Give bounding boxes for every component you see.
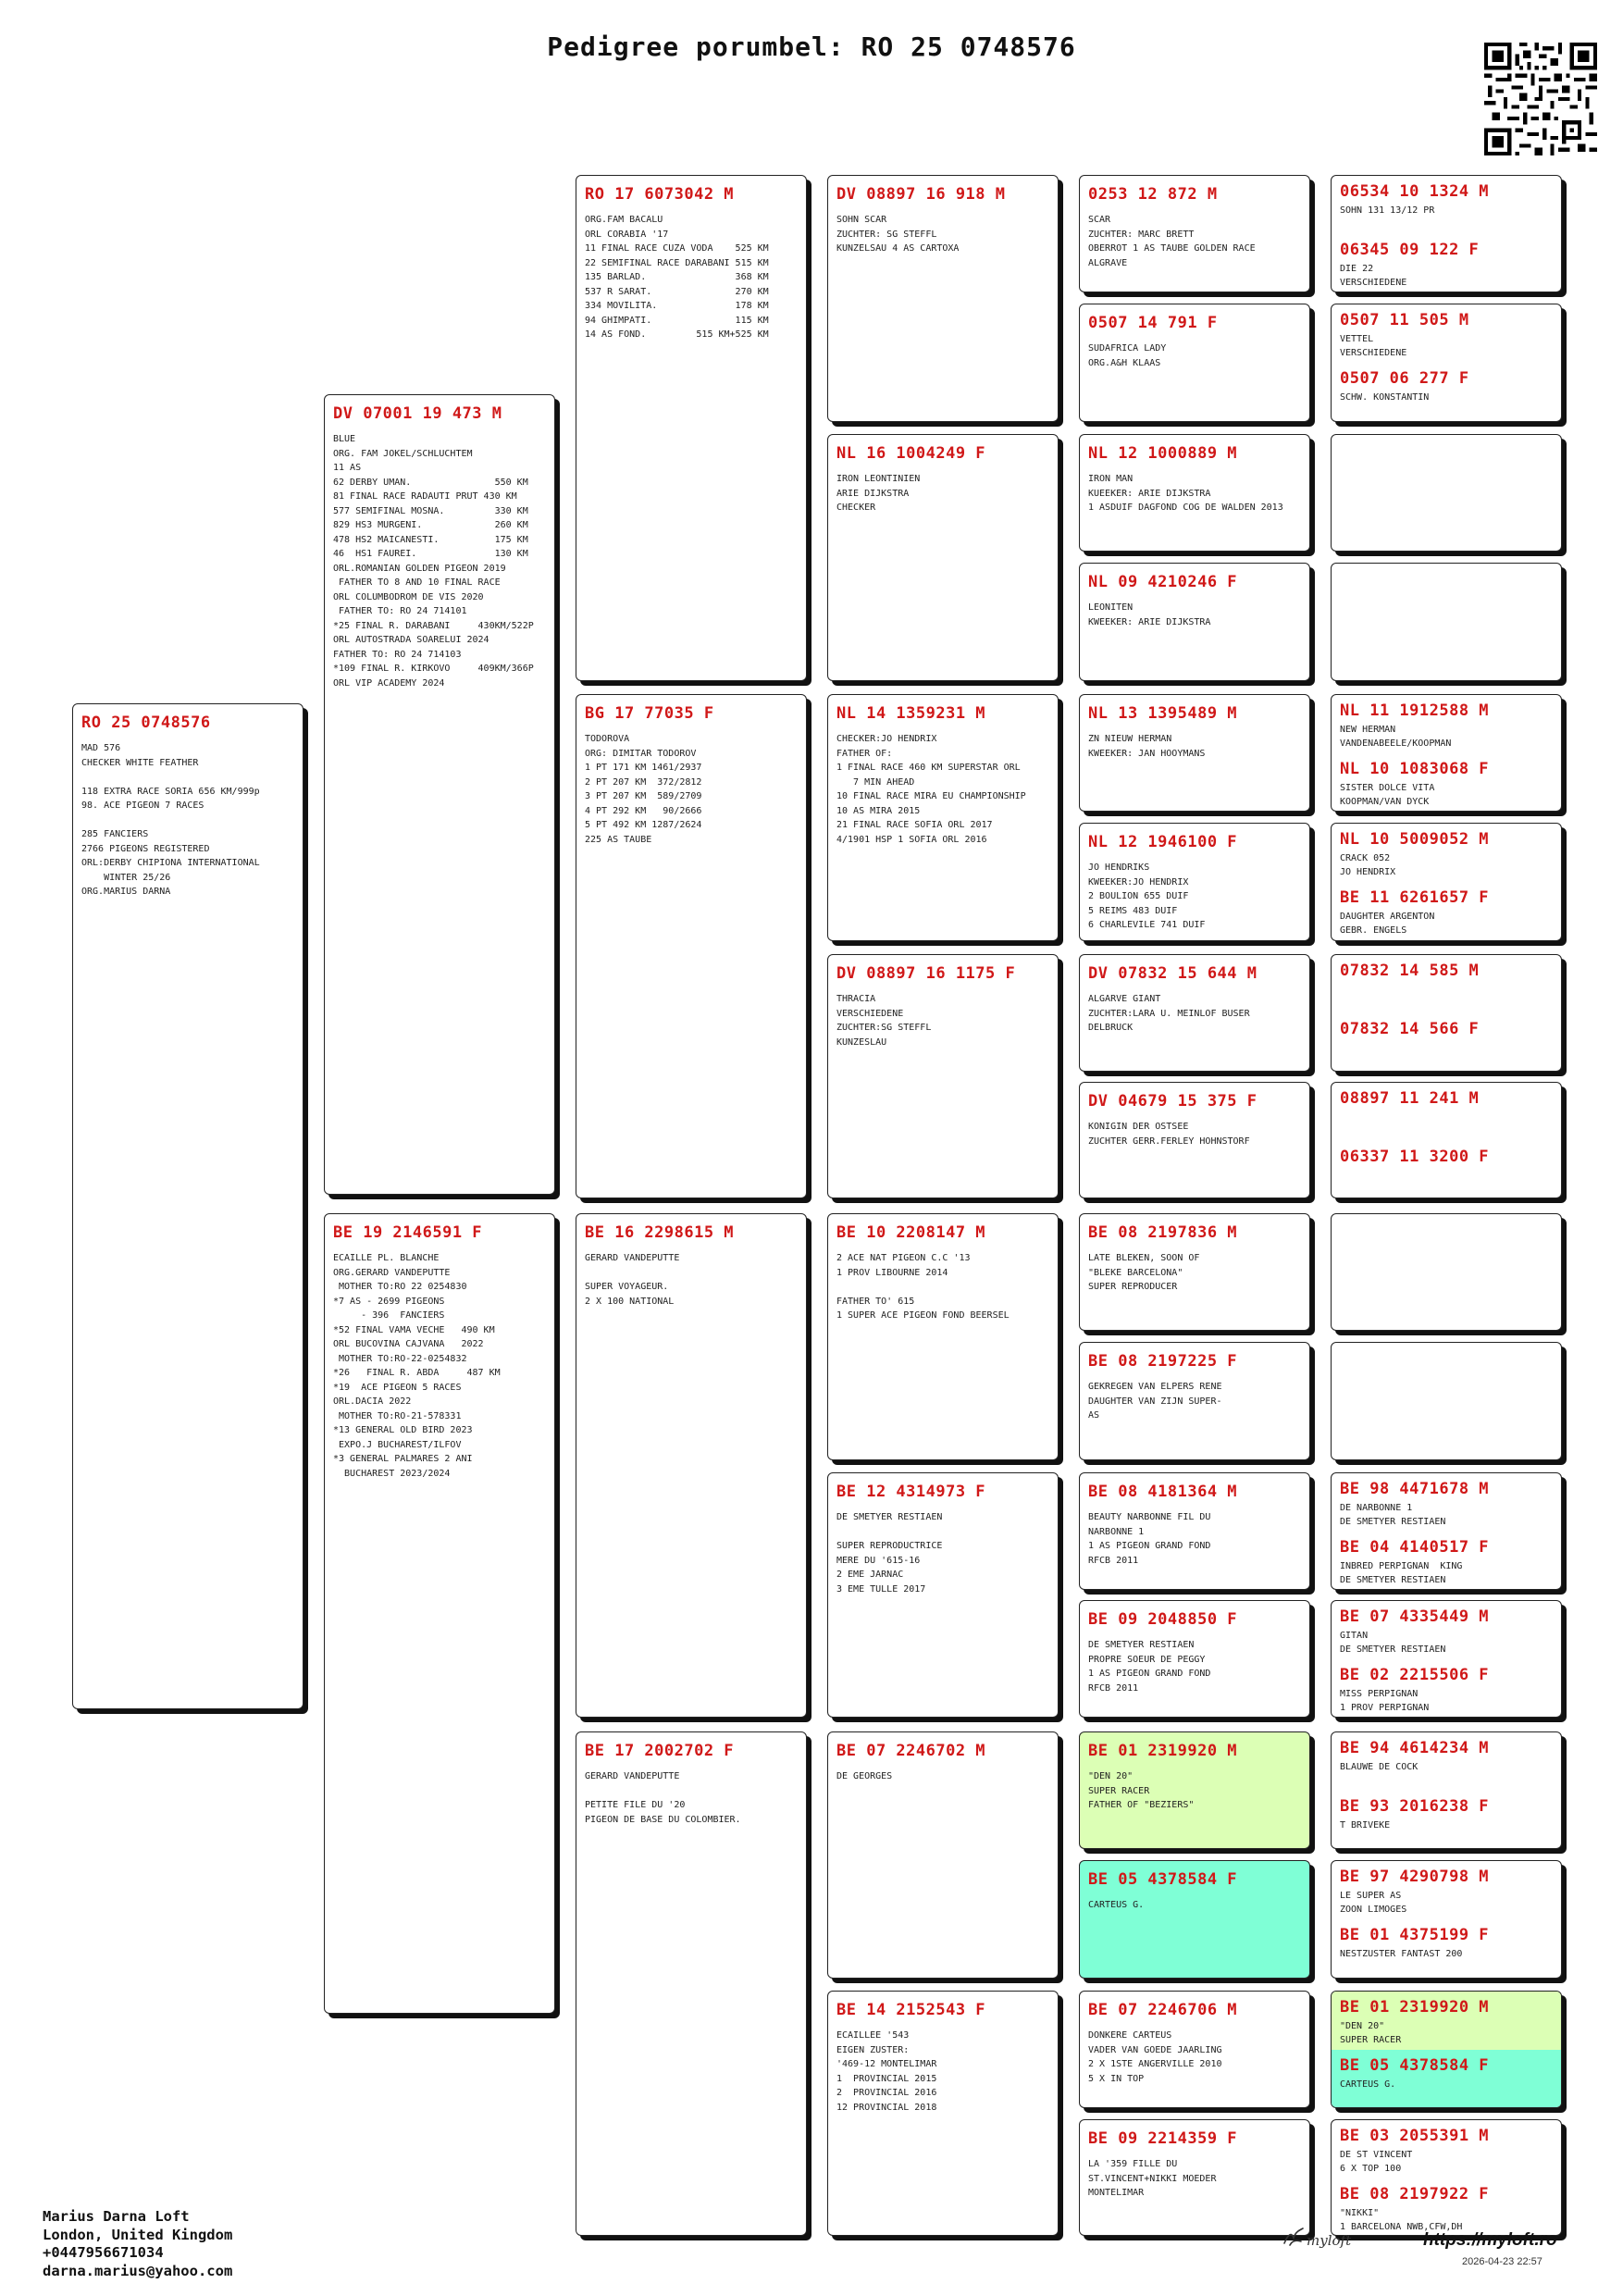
gen5-info: BLAUWE DE COCK [1340,1762,1419,1772]
grandparent-info: TODOROVA ORG: DIMITAR TODOROV 1 PT 171 KM 1461/2937 2 PT 207 KM 372/2812 3 PT 207 KM 589/2709 4 PT 292 KM 90/2666 5 PT 492 KM 1287/2624 225 AS TAUBE [585,734,702,845]
gen4-ring: NL 13 1395489 M [1088,704,1238,723]
sire-ring: DV 07001 19 473 M [333,404,502,423]
gen4-ring: BE 09 2048850 F [1088,1610,1238,1629]
gen5-ring: 0507 11 505 M [1340,311,1469,329]
great-grandparent-card[interactable] [827,175,1059,422]
gen4-card[interactable] [1079,1082,1310,1198]
gen5-info: SISTER DOLCE VITA KOOPMAN/VAN DYCK [1340,783,1435,807]
gen5-ring: 06345 09 122 F [1340,241,1480,259]
great-grandparent-info: IRON LEONTINIEN ARIE DIJKSTRA CHECKER [836,474,921,513]
gen4-info: LATE BLEKEN, SOON OF "BLEKE BARCELONA" SUPER REPRODUCER [1088,1253,1200,1292]
gen4-card[interactable] [1079,1600,1310,1718]
generated-timestamp: 2026-04-23 22:57 [1462,2256,1542,2267]
gen5-info: DAUGHTER ARGENTON GEBR. ENGELS [1340,912,1435,936]
great-grandparent-info: SOHN SCAR ZUCHTER: SG STEFFL KUNZELSAU 4 AS CARTOXA [836,215,960,254]
gen4-ring: BE 05 4378584 F [1088,1870,1238,1889]
myloft-logo-icon [1281,2225,1307,2251]
gen4-card[interactable] [1079,954,1310,1072]
gen5-ring: BE 04 4140517 F [1340,1538,1490,1557]
great-grandparent-ring: DV 08897 16 918 M [836,185,1006,204]
dam-ring: BE 19 2146591 F [333,1223,483,1242]
subject-ring: RO 25 0748576 [81,714,211,732]
great-grandparent-card[interactable] [827,1213,1059,1460]
grandparent-info: GERARD VANDEPUTTE PETITE FILE DU '20 PIGEON DE BASE DU COLOMBIER. [585,1771,741,1825]
gen4-ring: 0253 12 872 M [1088,185,1218,204]
great-grandparent-ring: BE 12 4314973 F [836,1483,986,1501]
gen5-pair-card[interactable] [1331,1731,1562,1849]
sire-info: BLUE ORG. FAM JOKEL/SCHLUCHTEM 11 AS 62 DERBY UMAN. 550 KM 81 FINAL RACE RADAUTI PRUT 430 KM 577 SEMIFINAL MOSNA. 330 KM 829 HS3 MURGENI. 260 KM 478 HS2 MAICANESTI. 175 KM 46 HS1 FAUREI. 130 KM ORL.ROMANIAN GOLDEN PIGEON 2019 FATHER TO 8 AND 10 FINAL RACE ORL COLUMBODROM DE VIS 2020 FATHER TO: RO 24 714101 *25 FINAL R. DARABANI 430KM/522P ORL AUTOSTRADA SOARELUI 2024 FATHER TO: RO 24 714103 *109 FINAL R. KIRKOVO 409KM/366P ORL VIP ACADEMY 2024 [333,434,534,689]
gen4-info: DE SMETYER RESTIAEN PROPRE SOEUR DE PEGGY 1 AS PIGEON GRAND FOND RFCB 2011 [1088,1640,1211,1694]
gen5-ring: BE 94 4614234 M [1340,1739,1490,1757]
great-grandparent-info: ECAILLEE '543 EIGEN ZUSTER: '469-12 MONTELIMAR 1 PROVINCIAL 2015 2 PROVINCIAL 2016 12 PROVINCIAL 2018 [836,2030,937,2113]
gen4-card[interactable] [1079,694,1310,812]
gen5-pair-card[interactable] [1331,823,1562,941]
grandparent-info: GERARD VANDEPUTTE SUPER VOYAGEUR. 2 X 100 NATIONAL [585,1253,680,1307]
gen4-info: LEONITEN KWEEKER: ARIE DIJKSTRA [1088,602,1211,627]
gen5-info: INBRED PERPIGNAN KING DE SMETYER RESTIAEN [1340,1561,1463,1585]
gen5-ring: 07832 14 566 F [1340,1020,1480,1038]
gen5-pair-card[interactable] [1331,1600,1562,1718]
gen5-info: "DEN 20" SUPER RACER [1340,2021,1402,2045]
gen4-ring: DV 07832 15 644 M [1088,964,1258,983]
dam-info: ECAILLE PL. BLANCHE ORG.GERARD VANDEPUTTE MOTHER TO:RO 22 0254830 *7 AS - 2699 PIGEONS - 396 FANCIERS *52 FINAL VAMA VECHE 490 KM ORL BUCOVINA CAJVANA 2022 MOTHER TO:RO-22-0254832 *26 FINAL R. ABDA 487 KM *19 ACE PIGEON 5 RACES ORL.DACIA 2022 MOTHER TO:RO-21-578331 *13 GENERAL OLD BIRD 2023 EXPO.J BUCHAREST/ILFOV *3 GENERAL PALMARES 2 ANI BUCHAREST 2023/2024 [333,1253,501,1479]
gen4-card[interactable] [1079,1991,1310,2108]
gen4-card[interactable] [1079,434,1310,552]
grandparent-card[interactable] [576,694,807,1198]
great-grandparent-ring: BE 10 2208147 M [836,1223,986,1242]
gen4-info: CARTEUS G. [1088,1900,1145,1910]
gen4-ring: BE 01 2319920 M [1088,1742,1238,1760]
gen4-card[interactable] [1079,304,1310,422]
gen5-info: CARTEUS G. [1340,2079,1396,2090]
subject-info: MAD 576 CHECKER WHITE FEATHER 118 EXTRA RACE SORIA 656 KM/999p 98. ACE PIGEON 7 RACES 285 FANCIERS 2766 PIGEONS REGISTERED ORL:DERBY CHIPIONA INTERNATIONAL WINTER 25/26 ORG.MARIUS DARNA [81,743,260,897]
great-grandparent-info: DE SMETYER RESTIAEN SUPER REPRODUCTRICE MERE DU '615-16 2 EME JARNAC 3 EME TULLE 2017 [836,1512,943,1595]
gen5-pair-card[interactable] [1331,2119,1562,2236]
gen4-ring: NL 09 4210246 F [1088,573,1238,591]
subject-card[interactable] [72,703,304,1709]
gen5-pair-card[interactable] [1331,1860,1562,1979]
great-grandparent-card[interactable] [827,954,1059,1198]
dam-card[interactable] [324,1213,555,2014]
gen5-info: NEW HERMAN VANDENABEELE/KOOPMAN [1340,725,1452,749]
gen4-card[interactable] [1079,1472,1310,1590]
gen4-card-highlighted[interactable] [1079,1860,1310,1979]
grandparent-ring: BE 16 2298615 M [585,1223,735,1242]
gen5-pair-card-empty[interactable] [1331,563,1562,681]
gen5-ring: BE 07 4335449 M [1340,1607,1490,1626]
gen5-pair-card-empty[interactable] [1331,1213,1562,1331]
gen5-ring: BE 01 2319920 M [1340,1998,1490,2017]
gen4-info: GEKREGEN VAN ELPERS RENE DAUGHTER VAN ZIJN SUPER- AS [1088,1382,1222,1421]
gen5-info: "NIKKI" 1 BARCELONA NWB,CFW,DH [1340,2208,1463,2232]
gen5-info: GITAN DE SMETYER RESTIAEN [1340,1631,1446,1655]
grandparent-card[interactable] [576,1731,807,2236]
page-title: Pedigree porumbel: RO 25 0748576 [547,31,1076,62]
gen4-ring: NL 12 1946100 F [1088,833,1238,851]
gen4-info: SCAR ZUCHTER: MARC BRETT OBERROT 1 AS TAUBE GOLDEN RACE ALGRAVE [1088,215,1256,268]
gen4-card-highlighted[interactable] [1079,1731,1310,1849]
great-grandparent-info: THRACIA VERSCHIEDENE ZUCHTER:SG STEFFL KUNZESLAU [836,994,932,1048]
gen5-info: LE SUPER AS ZOON LIMOGES [1340,1891,1407,1915]
gen5-pair-card-empty[interactable] [1331,1342,1562,1460]
gen5-ring: 0507 06 277 F [1340,369,1469,388]
great-grandparent-ring: BE 14 2152543 F [836,2001,986,2019]
gen4-info: IRON MAN KUEEKER: ARIE DIJKSTRA 1 ASDUIF DAGFOND COG DE WALDEN 2013 [1088,474,1283,513]
gen5-ring: BE 02 2215506 F [1340,1666,1490,1684]
gen4-ring: BE 09 2214359 F [1088,2129,1238,2148]
myloft-logo: myloft [1307,2232,1352,2249]
great-grandparent-card[interactable] [827,1991,1059,2236]
gen4-info: SUDAFRICA LADY ORG.A&H KLAAS [1088,343,1167,368]
grandparent-ring: BE 17 2002702 F [585,1742,735,1760]
great-grandparent-ring: NL 14 1359231 M [836,704,986,723]
gen5-info: DE ST VINCENT 6 X TOP 100 [1340,2150,1413,2174]
grandparent-info: ORG.FAM BACALU ORL CORABIA '17 11 FINAL RACE CUZA VODA 525 KM 22 SEMIFINAL RACE DARABANI 515 KM 135 BARLAD. 368 KM 537 R SARAT. 270 KM 334 MOVILITA. 178 KM 94 GHIMPATI. 115 KM 14 AS FOND. 515 KM+525 KM [585,215,769,340]
great-grandparent-info: 2 ACE NAT PIGEON C.C '13 1 PROV LIBOURNE 2014 FATHER TO' 615 1 SUPER ACE PIGEON FOND BEERSEL [836,1253,1010,1321]
owner-email[interactable]: darna.marius@yahoo.com [43,2262,233,2279]
gen4-card[interactable] [1079,175,1310,292]
great-grandparent-ring: DV 08897 16 1175 F [836,964,1016,983]
gen5-ring: NL 10 5009052 M [1340,830,1490,849]
gen5-ring: 06534 10 1324 M [1340,182,1490,201]
gen4-ring: BE 08 2197225 F [1088,1352,1238,1371]
grandparent-card[interactable] [576,1213,807,1718]
owner-phone[interactable]: +0447956671034 [43,2244,164,2261]
gen4-card[interactable] [1079,563,1310,681]
gen5-ring: BE 01 4375199 F [1340,1926,1490,1944]
great-grandparent-card[interactable] [827,434,1059,681]
great-grandparent-info: CHECKER:JO HENDRIX FATHER OF: 1 FINAL RACE 460 KM SUPERSTAR ORL 7 MIN AHEAD 10 FINAL RACE MIRA EU CHAMPIONSHIP 10 AS MIRA 2015 21 FINAL RACE SOFIA ORL 2017 4/1901 HSP 1 SOFIA ORL 2016 [836,734,1026,845]
gen5-ring: BE 05 4378584 F [1340,2056,1490,2075]
great-grandparent-card[interactable] [827,1472,1059,1718]
grandparent-ring: RO 17 6073042 M [585,185,735,204]
gen4-ring: BE 08 4181364 M [1088,1483,1238,1501]
grandparent-ring: BG 17 77035 F [585,704,714,723]
gen5-info: NESTZUSTER FANTAST 200 [1340,1949,1463,1959]
gen5-pair-card[interactable] [1331,1991,1562,2108]
gen4-info: BEAUTY NARBONNE FIL DU NARBONNE 1 1 AS PIGEON GRAND FOND RFCB 2011 [1088,1512,1211,1566]
gen5-info: VETTEL VERSCHIEDENE [1340,334,1407,358]
gen5-info: DE NARBONNE 1 DE SMETYER RESTIAEN [1340,1503,1446,1527]
great-grandparent-ring: BE 07 2246702 M [836,1742,986,1760]
gen4-card[interactable] [1079,823,1310,941]
great-grandparent-card[interactable] [827,694,1059,941]
grandparent-card[interactable] [576,175,807,681]
website-link[interactable]: https://myloft.ro [1423,2230,1557,2250]
qr-code [1484,43,1597,155]
gen5-ring: NL 11 1912588 M [1340,701,1490,720]
gen4-ring: BE 07 2246706 M [1088,2001,1238,2019]
gen4-info: KONIGIN DER OSTSEE ZUCHTER GERR.FERLEY HOHNSTORF [1088,1122,1250,1147]
gen5-ring: NL 10 1083068 F [1340,760,1490,778]
owner-location: London, United Kingdom [43,2226,233,2243]
gen5-ring: BE 98 4471678 M [1340,1480,1490,1498]
gen5-info: T BRIVEKE [1340,1820,1391,1831]
gen5-ring: 07832 14 585 M [1340,962,1480,980]
gen5-ring: BE 08 2197922 F [1340,2185,1490,2203]
gen4-card[interactable] [1079,1213,1310,1331]
great-grandparent-info: DE GEORGES [836,1771,893,1781]
gen5-pair-card[interactable] [1331,175,1562,292]
gen4-card[interactable] [1079,1342,1310,1460]
gen4-info: DONKERE CARTEUS VADER VAN GOEDE JAARLING 2 X 1STE ANGERVILLE 2010 5 X IN TOP [1088,2030,1222,2084]
gen5-ring: BE 03 2055391 M [1340,2127,1490,2145]
gen5-pair-card-empty[interactable] [1331,434,1562,552]
great-grandparent-card[interactable] [827,1731,1059,1979]
gen4-ring: DV 04679 15 375 F [1088,1092,1258,1111]
gen5-info: MISS PERPIGNAN 1 PROV PERPIGNAN [1340,1689,1430,1713]
gen4-info: ALGARVE GIANT ZUCHTER:LARA U. MEINLOF BUSER DELBRUCK [1088,994,1250,1033]
gen5-pair-card[interactable] [1331,1472,1562,1590]
gen4-info: "DEN 20" SUPER RACER FATHER OF "BEZIERS" [1088,1771,1195,1810]
gen4-ring: BE 08 2197836 M [1088,1223,1238,1242]
gen5-info: CRACK 052 JO HENDRIX [1340,853,1396,877]
gen4-info: ZN NIEUW HERMAN KWEEKER: JAN HOOYMANS [1088,734,1206,759]
great-grandparent-ring: NL 16 1004249 F [836,444,986,463]
gen5-ring: BE 97 4290798 M [1340,1868,1490,1886]
gen4-ring: 0507 14 791 F [1088,314,1218,332]
gen5-ring: 06337 11 3200 F [1340,1148,1490,1166]
gen5-ring: BE 11 6261657 F [1340,888,1490,907]
gen4-ring: NL 12 1000889 M [1088,444,1238,463]
gen4-card[interactable] [1079,2119,1310,2236]
gen5-pair-card[interactable] [1331,954,1562,1072]
gen4-info: LA '359 FILLE DU ST.VINCENT+NIKKI MOEDER MONTELIMAR [1088,2159,1217,2198]
gen5-ring: 08897 11 241 M [1340,1089,1480,1108]
gen5-info: SOHN 131 13/12 PR [1340,205,1435,216]
owner-name: Marius Darna Loft [43,2208,190,2225]
gen5-pair-card[interactable] [1331,304,1562,422]
owner-contact [43,2208,232,2280]
sire-card[interactable] [324,394,555,1195]
gen4-info: JO HENDRIKS KWEEKER:JO HENDRIX 2 BOULION 655 DUIF 5 REIMS 483 DUIF 6 CHARLEVILE 741 DUIF [1088,863,1206,930]
gen5-ring: BE 93 2016238 F [1340,1797,1490,1816]
gen5-info: SCHW. KONSTANTIN [1340,392,1430,403]
gen5-pair-card[interactable] [1331,1082,1562,1198]
gen5-pair-card[interactable] [1331,694,1562,812]
gen5-info: DIE 22 VERSCHIEDENE [1340,264,1407,288]
